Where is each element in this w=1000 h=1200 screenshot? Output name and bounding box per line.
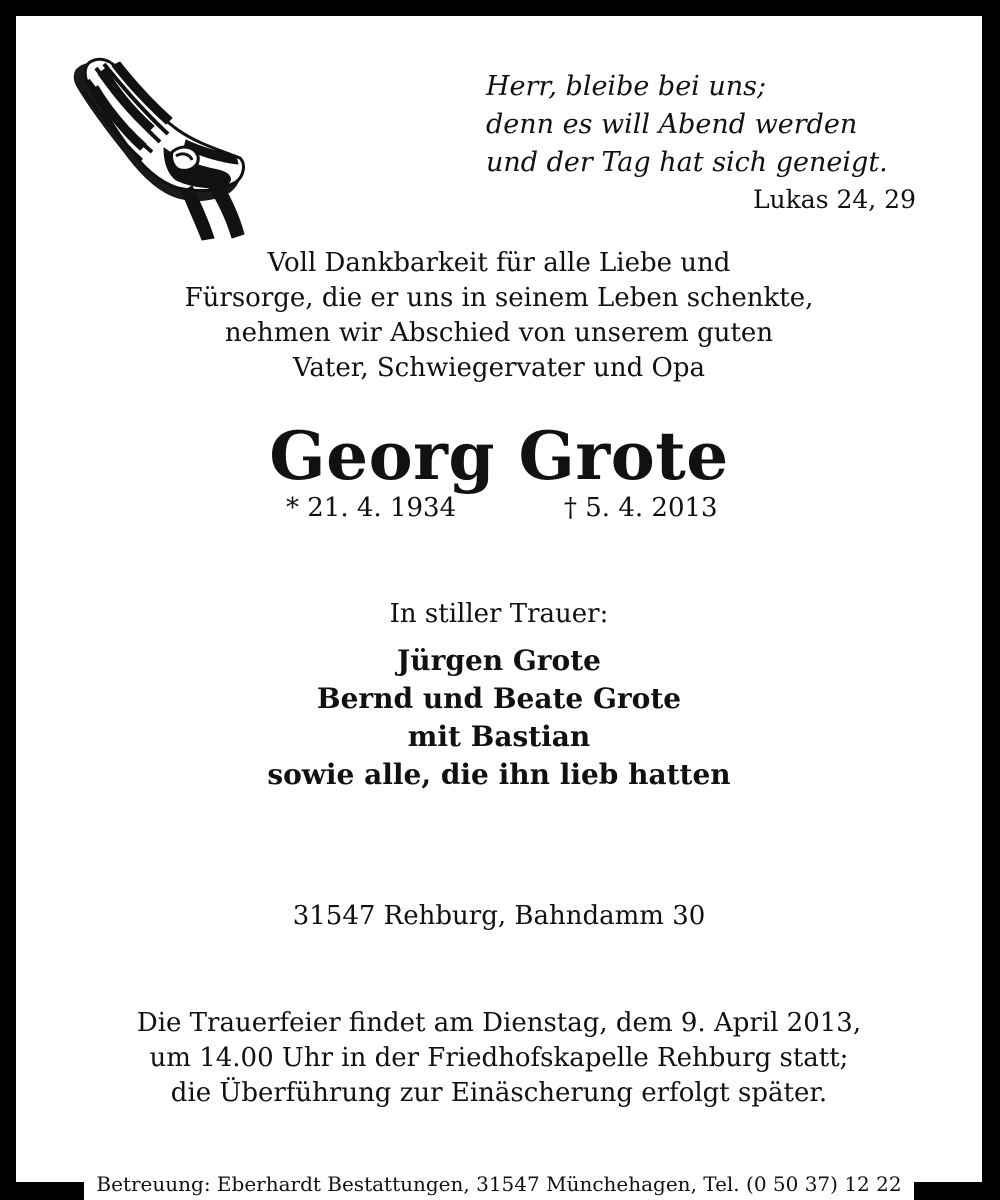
funeral-home-footer: Betreuung: Eberhardt Bestattungen, 31547 Münchehagen, Tel. (0 50 37) 12 22 [84, 1168, 914, 1200]
birth-date: * 21. 4. 1934 [286, 493, 457, 523]
intro-line: nehmen wir Abschied von unserem guten [224, 318, 774, 348]
mourning-label: In stiller Trauer: [389, 599, 609, 629]
intro-line: Voll Dankbarkeit für alle Liebe und [267, 248, 731, 278]
service-line: die Überführung zur Einäscherung erfolgt später. [170, 1078, 828, 1108]
intro-line: Fürsorge, die er uns in seinem Leben schenkte, [184, 283, 814, 313]
obituary-card [16, 16, 982, 1182]
family-address: 31547 Rehburg, Bahndamm 30 [292, 901, 706, 931]
funeral-service-info [16, 1006, 982, 1111]
intro-line: Vater, Schwiegervater und Opa [293, 353, 705, 383]
mourner-name: Bernd und Beate Grote [316, 682, 682, 715]
intro-text [16, 246, 982, 386]
praying-hands-icon [68, 52, 248, 242]
mourner-name: Jürgen Grote [397, 644, 601, 677]
service-line: um 14.00 Uhr in der Friedhofskapelle Rehburg statt; [149, 1043, 849, 1073]
death-date: † 5. 4. 2013 [564, 493, 718, 523]
bible-verse [486, 68, 926, 218]
deceased-name: Georg Grote [269, 417, 729, 495]
mourners-list [16, 642, 982, 794]
mourner-name: sowie alle, die ihn lieb hatten [267, 758, 731, 791]
verse-reference: Lukas 24, 29 [752, 185, 916, 214]
verse-line: und der Tag hat sich geneigt. [486, 147, 888, 178]
service-line: Die Trauerfeier findet am Dienstag, dem 9. April 2013, [136, 1008, 862, 1038]
mourner-name: mit Bastian [407, 720, 591, 753]
verse-line: Herr, bleibe bei uns; [486, 71, 767, 102]
verse-line: denn es will Abend werden [486, 109, 858, 140]
